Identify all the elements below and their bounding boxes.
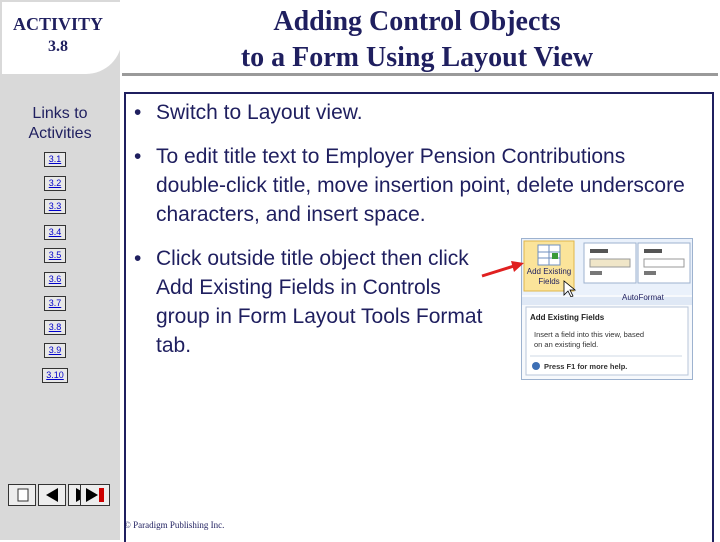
title-line-1: Adding Control Objects	[273, 6, 561, 37]
activity-link-3-3[interactable]: 3.3	[44, 199, 66, 214]
activity-link-3-8[interactable]: 3.8	[44, 320, 66, 335]
bullet-2	[134, 142, 700, 229]
add-existing-fields-label-1: Add Existing	[526, 267, 572, 276]
tooltip-line-2: on an existing field.	[534, 340, 599, 349]
ribbon-screenshot-art	[522, 239, 692, 379]
copyright-notice: © Paradigm Publishing Inc.	[124, 520, 225, 530]
activity-label: ACTIVITY	[12, 14, 104, 34]
add-existing-fields-button[interactable]	[524, 267, 574, 287]
bullet-1-dot: •	[134, 101, 142, 124]
bullet-2-text: To edit title text to Employer Pension Contributions double-click title, move insertion point, delete underscore characters, and insert space.	[156, 145, 685, 226]
tooltip-help-text: Press F1 for more help.	[544, 362, 628, 371]
bullet-3	[134, 244, 484, 360]
last-slide-icon	[81, 485, 109, 505]
bullet-3-dot: •	[134, 247, 142, 270]
first-slide-icon	[9, 485, 35, 505]
activity-number: 3.8	[48, 38, 68, 55]
help-icon	[532, 362, 540, 370]
bullet-1	[134, 98, 694, 127]
pointer-arrow-icon	[478, 258, 528, 282]
activity-link-3-9[interactable]: 3.9	[44, 343, 66, 358]
ribbon-screenshot	[521, 238, 693, 380]
page-title	[122, 4, 712, 76]
bullet-1-text: Switch to Layout view.	[156, 101, 363, 124]
activity-link-3-1[interactable]: 3.1	[44, 152, 66, 167]
links-heading-line1: Links to	[32, 105, 88, 122]
activity-link-3-6[interactable]: 3.6	[44, 272, 66, 287]
links-heading-line2: Activities	[28, 125, 92, 142]
autoformat-label: AutoFormat	[622, 293, 664, 302]
activity-link-3-7[interactable]: 3.7	[44, 296, 66, 311]
add-existing-fields-label-2: Fields	[538, 277, 560, 286]
activity-link-3-2[interactable]: 3.2	[44, 176, 66, 191]
tooltip-line-1: Insert a field into this view, based	[534, 330, 645, 339]
activity-link-3-10[interactable]: 3.10	[42, 368, 68, 383]
title-divider	[122, 73, 718, 76]
activity-link-3-5[interactable]: 3.5	[44, 248, 66, 263]
bullet-3-text: Click outside title object then click Add Existing Fields in Controls group in Form Layout Tools Format tab.	[156, 247, 483, 357]
title-line-2: to a Form Using Layout View	[240, 42, 594, 73]
activity-badge	[2, 2, 122, 74]
bullet-2-dot: •	[134, 145, 142, 168]
tooltip-title: Add Existing Fields	[530, 313, 605, 322]
sidebar	[0, 0, 120, 540]
first-slide-button[interactable]	[8, 484, 36, 506]
last-slide-button[interactable]	[80, 484, 110, 506]
links-heading	[10, 104, 110, 144]
activity-link-3-4[interactable]: 3.4	[44, 225, 66, 240]
previous-slide-button[interactable]	[38, 484, 66, 506]
previous-arrow-icon	[39, 485, 65, 505]
